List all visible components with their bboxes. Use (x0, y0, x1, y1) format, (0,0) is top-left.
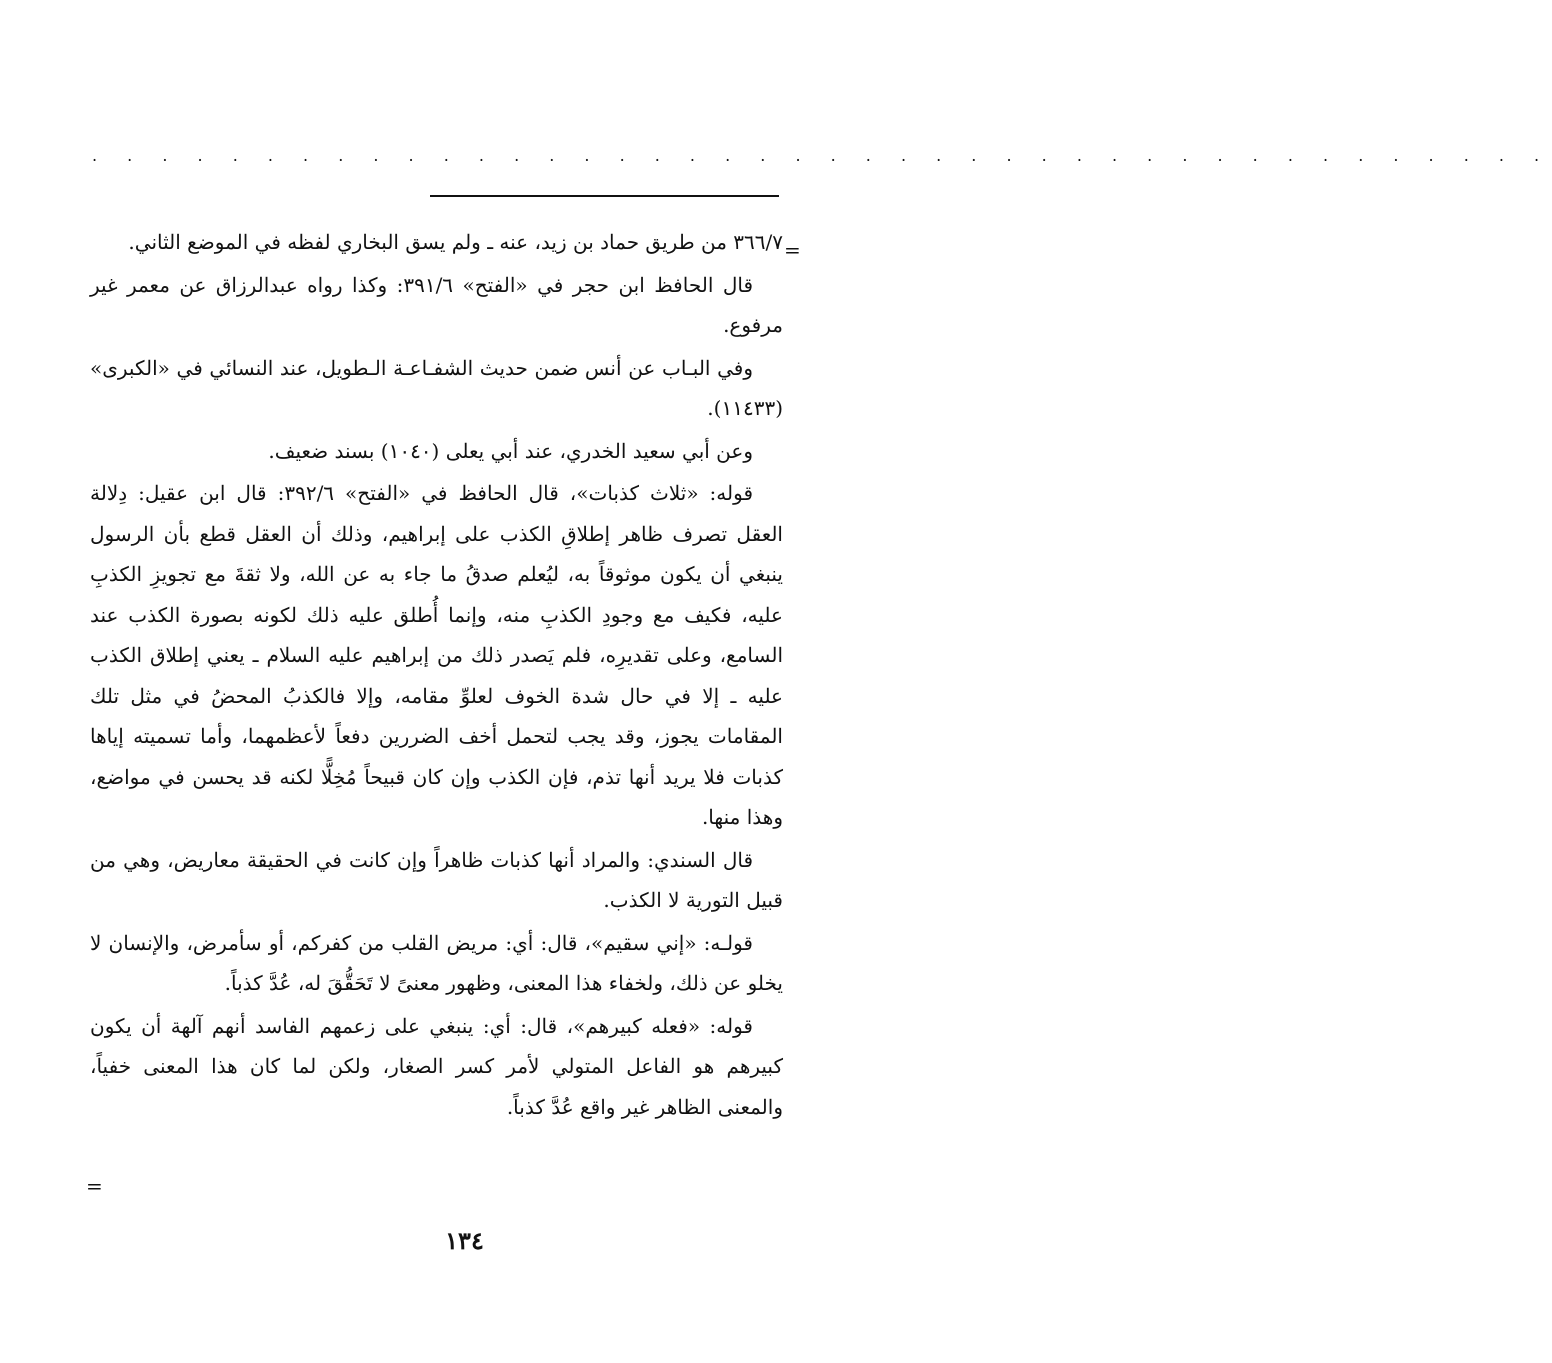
footnote-paragraph: وعن أبي سعيد الخدري، عند أبي يعلى (١٠٤٠) بسند ضعيف. (268, 438, 753, 463)
footnote-separator (430, 195, 779, 197)
footnote-paragraph: قوله: «فعله كبيرهم»، قال: أي: ينبغي على زعمهم الفاسد أنهم آلهة أن يكون كبيرهم هو الفاعل المتولي لأمر كسر الصغار، ولكن لما كان هذا المعنى خفياً، والمعنى الظاهر غير واقع عُدَّ كذباً. (90, 1013, 783, 1119)
footnote-paragraph: ٣٦٦/٧ من طريق حماد بن زيد، عنه ـ ولم يسق البخاري لفظه في الموضع الثاني. (128, 230, 783, 254)
continuation-mark: = (784, 238, 801, 262)
footnote-paragraph: قال الحافظ ابن حجر في «الفتح» ٣٩١/٦: وكذا رواه عبدالرزاق عن معمر غير مرفوع. (90, 272, 783, 337)
end-continuation-mark: = (86, 1174, 103, 1198)
footnote-paragraph: وفي البـاب عن أنس ضمن حديث الشفـاعـة الـطويل، عند النسائي في «الكبرى» (١١٤٣٣). (90, 355, 783, 420)
footnote-paragraph: قال السندي: والمراد أنها كذبات ظاهراً وإن كانت في الحقيقة معاريض، وهي من قبيل التورية لا الكذب. (90, 847, 783, 912)
dot-leader: . . . . . . . . . . . . . . . . . . . . . . . . . . . . . . . . . . . . . . . . . . (92, 146, 1552, 165)
footnote-paragraph: قوله: «ثلاث كذبات»، قال الحافظ في «الفتح» ٣٩٢/٦: قال ابن عقيل: دِلالة العقل تصرف ظاهر إطلاقِ الكذب على إبراهيم، وذلك أن العقل قطع بأن الرسول ينبغي أن يكون موثوقاً به، ليُعلم صدقُ ما جاء به عن الله، ولا ثقةَ مع تجويزِ الكذبِ عليه، فكيف مع وجودِ الكذبِ منه، وإنما أُطلق عليه ذلك لكونه بصورة الكذب عند السامع، وعلى تقديرِه، فلم يَصدر ذلك من إبراهيم عليه السلام ـ يعني إطلاق الكذب عليه ـ إلا في حال شدة الخوف لعلوِّ مقامه، وإلا فالكذبُ المحضُ في مثل تلك المقامات يجوز، وقد يجب لتحمل أخف الضررين دفعاً لأعظمهما، وأما تسميته إياها كذبات فلا يريد أنها تذم، فإن الكذب وإن كان قبيحاً مُخِلًّا لكنه قد يحسن في مواضع، وهذا منها. (90, 481, 783, 829)
footnote-paragraph: قولـه: «إني سقيم»، قال: أي: مريض القلب من كفركم، أو سأمرض، والإنسان لا يخلو عن ذلك، ولخفاء هذا المعنى، وظهور معنىً لا تَحَقُّقَ له، عُدَّ كذباً. (90, 930, 783, 995)
page-number: ١٣٤ (445, 1226, 484, 1255)
footnote-text (90, 222, 783, 1129)
